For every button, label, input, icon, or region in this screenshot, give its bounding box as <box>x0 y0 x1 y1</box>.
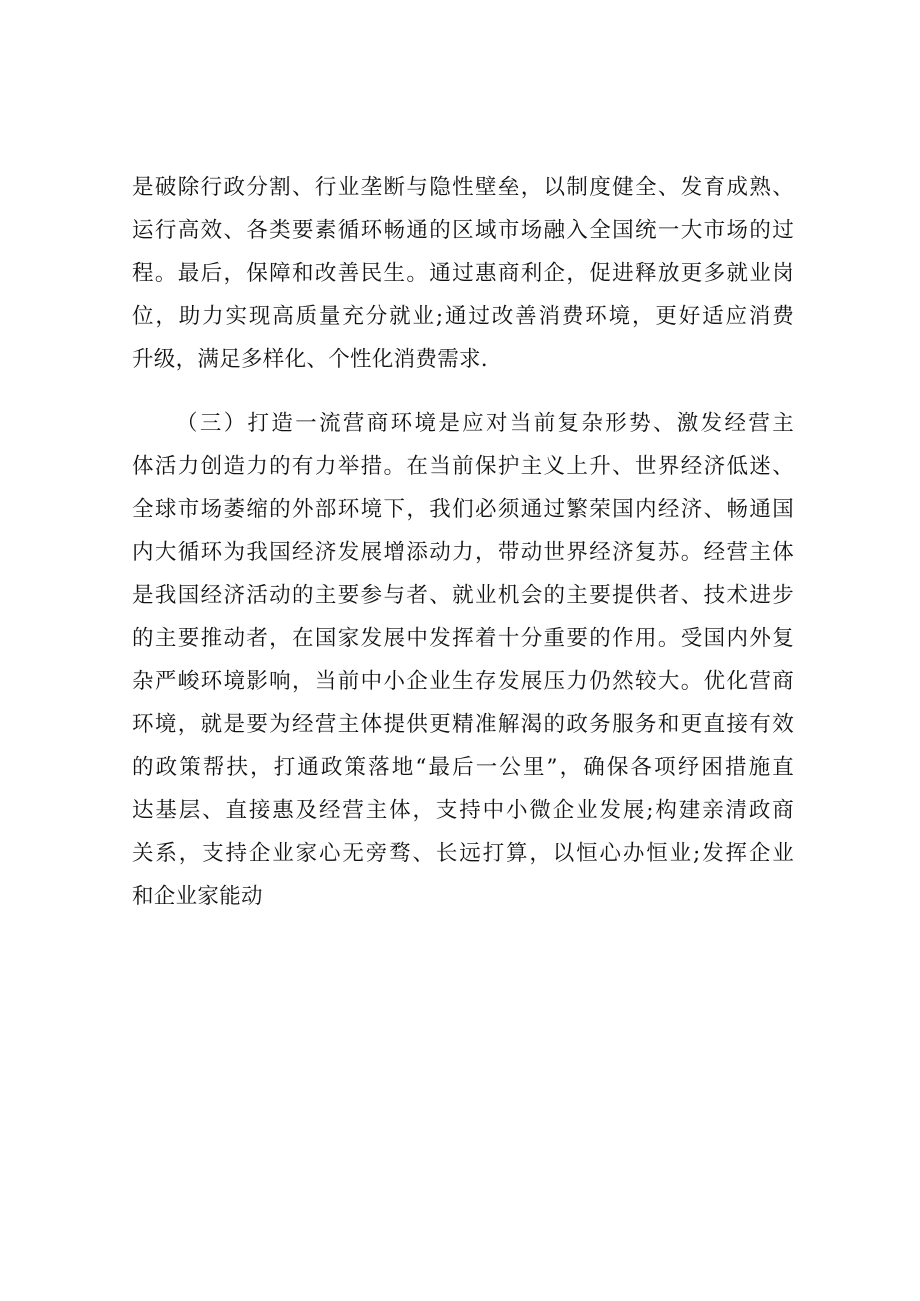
paragraph-2-line-2: 体活力创造力的有力举措。在当前保护主义上升、世界经济低迷、 <box>132 454 794 479</box>
paragraph-2-line-8: 环境，就是要为经营主体提供更精准解渴的政务服务和更直接有效 <box>132 712 794 737</box>
paragraph-2-line-9: 的政策帮扶，打通政策落地“最后一公里”，确保各项纾困措施直 <box>132 755 794 780</box>
paragraph-1-line-4: 位，助力实现高质量充分就业;通过改善消费环境，更好适应消费 <box>132 304 794 329</box>
paragraph-2-line-12: 和企业家能动 <box>132 884 263 909</box>
paragraph-1-line-5: 升级，满足多样化、个性化消费需求. <box>132 347 488 372</box>
paragraph-1-line-1: 是破除行政分割、行业垄断与隐性壁垒，以制度健全、发育成熟、 <box>132 175 794 200</box>
paragraph-2-line-1: （三）打造一流营商环境是应对当前复杂形势、激发经营主 <box>176 411 794 436</box>
paragraph-1-line-3: 程。最后，保障和改善民生。通过惠商利企，促进释放更多就业岗 <box>132 261 794 286</box>
paragraph-2-line-3: 全球市场萎缩的外部环境下，我们必须通过繁荣国内经济、畅通国 <box>132 497 794 522</box>
paragraph-2-line-10: 达基层、直接惠及经营主体，支持中小微企业发展;构建亲清政商 <box>132 798 794 823</box>
paragraph-2-line-4: 内大循环为我国经济发展增添动力，带动世界经济复苏。经营主体 <box>132 540 794 565</box>
paragraph-2-line-6: 的主要推动者，在国家发展中发挥着十分重要的作用。受国内外复 <box>132 626 794 651</box>
paragraph-1-line-2: 运行高效、各类要素循环畅通的区域市场融入全国统一大市场的过 <box>132 218 794 243</box>
paragraph-2-line-5: 是我国经济活动的主要参与者、就业机会的主要提供者、技术进步 <box>132 583 794 608</box>
paragraph-2-line-11: 关系，支持企业家心无旁骛、长远打算，以恒心办恒业;发挥企业 <box>132 841 794 866</box>
paragraph-2-line-7: 杂严峻环境影响，当前中小企业生存发展压力仍然较大。优化营商 <box>132 669 794 694</box>
